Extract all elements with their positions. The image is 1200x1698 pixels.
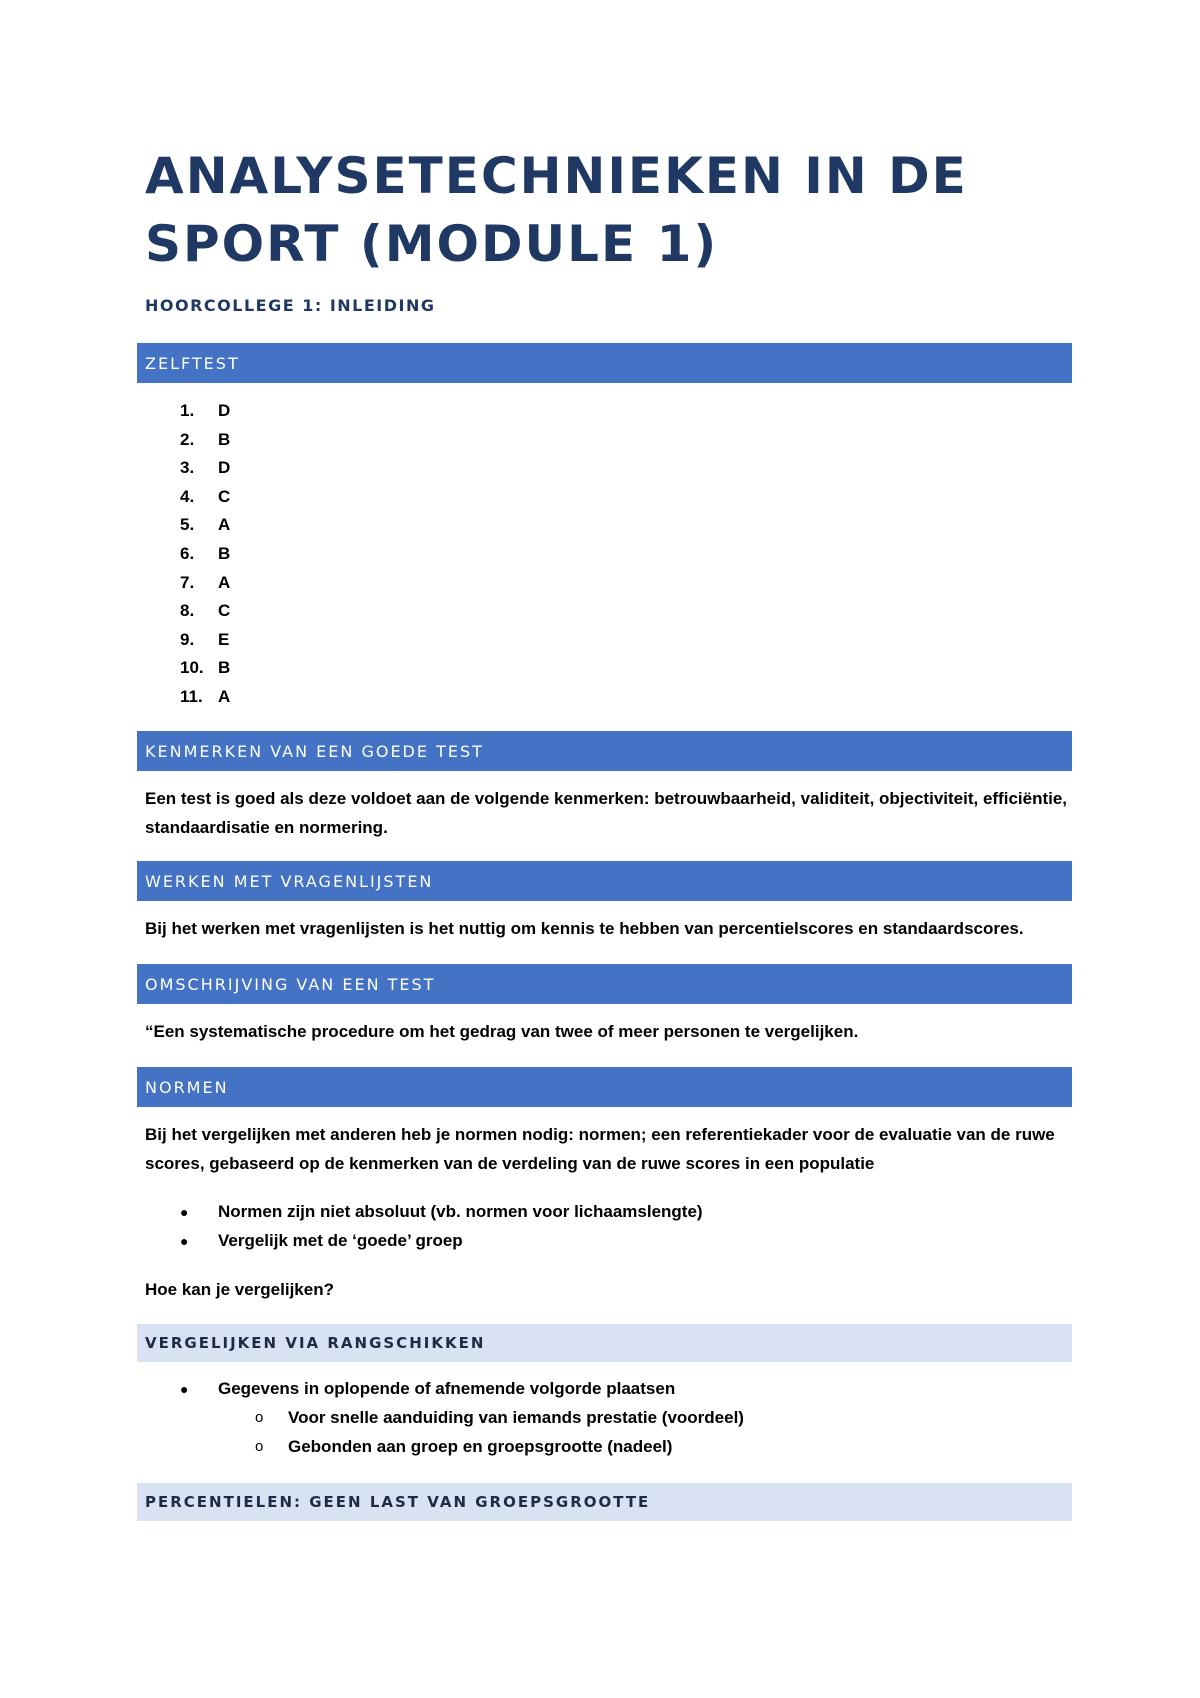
kenmerken-paragraph: Een test is goed als deze voldoet aan de volgende kenmerken: betrouwbaarheid, validiteit, objectiviteit, efficiëntie, standaardisatie en normering. <box>145 789 1068 837</box>
section-heading-vragenlijsten: WERKEN MET VRAGENLIJSTEN <box>137 861 1072 901</box>
normen-paragraph: Bij het vergelijken met anderen heb je normen nodig: normen; een referentiekader voor de evaluatie van de ruwe scores, gebaseerd op de kenmerken van de verdeling van de ruwe scores in een populatie <box>145 1125 1055 1173</box>
omschrijving-paragraph: “Een systematische procedure om het gedrag van twee of meer personen te vergelijken. <box>145 1022 859 1041</box>
zelftest-answer-list <box>180 397 230 712</box>
bullet-icon: ● <box>180 1204 189 1220</box>
circle-bullet-icon: o <box>255 1437 264 1455</box>
list-item: ● Normen zijn niet absoluut (vb. normen voor lichaamslengte) <box>180 1198 703 1227</box>
section-heading-percentielen: PERCENTIELEN: GEEN LAST VAN GROEPSGROOTTE <box>137 1483 1072 1521</box>
rangschikken-sub-list <box>180 1404 744 1461</box>
answer-item: 1. D <box>180 401 231 420</box>
document-subtitle: HOORCOLLEGE 1: INLEIDING <box>145 296 436 315</box>
section-heading-normen: NORMEN <box>137 1067 1072 1107</box>
bullet-icon: ● <box>180 1232 189 1249</box>
normen-question: Hoe kan je vergelijken? <box>145 1280 334 1299</box>
section-heading-rangschikken: VERGELIJKEN VIA RANGSCHIKKEN <box>137 1324 1072 1362</box>
normen-bullet-list <box>180 1198 703 1255</box>
list-item: ● Gegevens in oplopende of afnemende volgorde plaatsen <box>180 1375 675 1404</box>
answer-item: 10. B <box>180 658 231 678</box>
answer-item: 9. E <box>180 629 230 649</box>
answer-item: 6. B <box>180 543 231 563</box>
answer-item: 11. A <box>180 686 231 706</box>
answer-item: 2. B <box>180 429 231 449</box>
list-item: ● Vergelijk met de ‘goede’ groep <box>180 1227 703 1256</box>
answer-item: 8. C <box>180 601 231 621</box>
circle-bullet-icon: o <box>255 1409 264 1426</box>
list-item: o Voor snelle aanduiding van iemands prestatie (voordeel) <box>180 1404 744 1433</box>
answer-item: 7. A <box>180 572 231 592</box>
answer-item: 5. A <box>180 515 231 535</box>
rangschikken-bullet-list <box>180 1375 675 1404</box>
section-heading-zelftest: ZELFTEST <box>137 343 1072 383</box>
section-heading-omschrijving: OMSCHRIJVING VAN EEN TEST <box>137 964 1072 1004</box>
vragenlijsten-paragraph: Bij het werken met vragenlijsten is het nuttig om kennis te hebben van percentielscores en standaardscores. <box>145 919 1024 938</box>
bullet-icon: ● <box>180 1381 189 1397</box>
section-heading-kenmerken: KENMERKEN VAN EEN GOEDE TEST <box>137 731 1072 771</box>
answer-item: 3. D <box>180 458 231 478</box>
document-title: ANALYSETECHNIEKEN IN DE SPORT (MODULE 1) <box>145 147 968 273</box>
list-item: o Gebonden aan groep en groepsgrootte (nadeel) <box>180 1433 744 1462</box>
answer-item: 4. C <box>180 486 231 506</box>
